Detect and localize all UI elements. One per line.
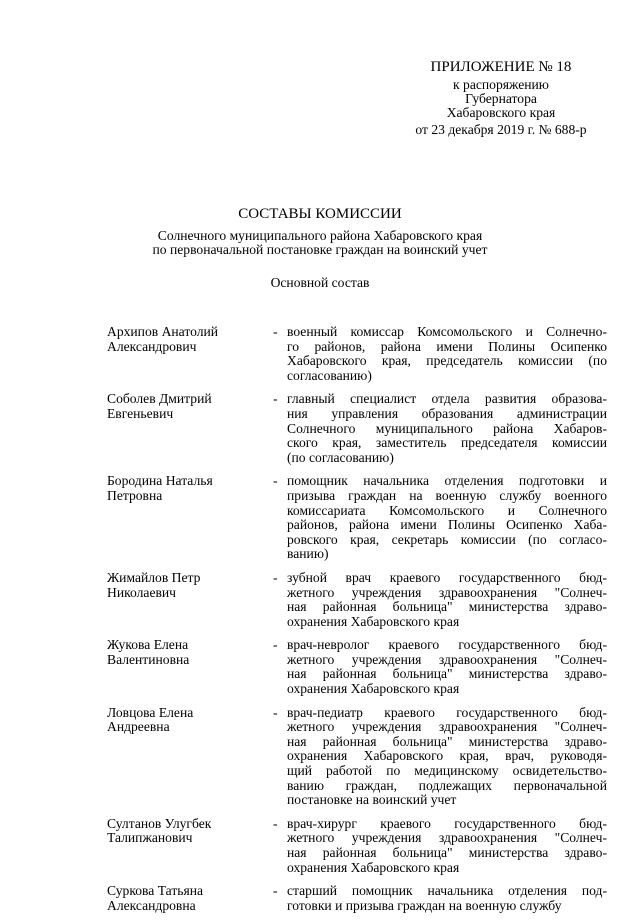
- member-name-line: Николаевич: [107, 584, 177, 600]
- document-subtitle-2: по первоначальной постановке граждан на воинский учет: [152, 242, 488, 257]
- member-dash: -: [273, 883, 278, 899]
- member-row: [107, 638, 607, 696]
- member-role: [287, 325, 607, 383]
- member-role-line: охранения Хабаровского края: [287, 859, 460, 875]
- member-role-line: помощник начальника отделения подготовки и: [287, 473, 607, 489]
- member-name-line: Соболев Дмитрий: [107, 391, 212, 407]
- member-role: [287, 817, 607, 875]
- appendix-line-1: к распоряжению: [453, 77, 549, 92]
- member-row: [107, 706, 607, 808]
- member-row: [107, 817, 607, 875]
- member-role-line: ского края, заместитель председателя комиссии: [287, 435, 607, 451]
- member-role-line: готовки и призыва граждан на военную службу: [287, 897, 562, 913]
- member-role-line: призыва граждан на военную службу военного: [287, 487, 607, 503]
- member-role-line: ная районная больница" министерства здраво-: [287, 599, 607, 615]
- member-name: [107, 884, 273, 913]
- member-name-line: Александрович: [107, 338, 197, 354]
- member-role-line: постановке на воинский учет: [287, 792, 457, 808]
- member-name-line: Валентиновна: [107, 651, 190, 667]
- member-role-line: жетного учреждения здравоохранения "Солнеч-: [287, 651, 607, 667]
- member-name: [107, 571, 273, 629]
- member-role-line: врач-педиатр краевого государственного бюд-: [287, 704, 607, 720]
- member-name-line: Бородина Наталья: [107, 473, 213, 489]
- member-list: [107, 325, 607, 922]
- appendix-block: [378, 58, 624, 137]
- member-dash: -: [273, 815, 278, 831]
- member-role-line: ния управления образования администрации: [287, 405, 607, 421]
- member-role-line: ванию граждан, подлежащих первоначальной: [287, 777, 607, 793]
- appendix-line-3: Хабаровского края: [446, 105, 556, 120]
- member-name: [107, 638, 273, 696]
- member-name-line: Петровна: [107, 487, 163, 503]
- member-role: [287, 474, 607, 562]
- member-name-line: Жукова Елена: [107, 637, 189, 653]
- member-name: [107, 392, 273, 465]
- member-name-line: Талипжанович: [107, 830, 193, 846]
- section-title: Основной состав: [270, 275, 370, 290]
- member-role-line: охранения Хабаровского края: [287, 681, 460, 697]
- member-role-line: го районов, района имени Полины Осипенко: [287, 338, 607, 354]
- member-dash: -: [273, 637, 278, 653]
- member-row: [107, 571, 607, 629]
- member-role-line: районов, района имени Полины Осипенко Хаба-: [287, 517, 607, 533]
- member-role-line: ная районная больница" министерства здраво-: [287, 666, 607, 682]
- member-name-line: Архипов Анатолий: [107, 324, 219, 339]
- member-role-line: жетного учреждения здравоохранения "Солнеч-: [287, 719, 607, 735]
- member-role-line: врач-хирург краевого государственного бюд-: [287, 815, 607, 831]
- appendix-line-2: Губернатора: [465, 91, 537, 106]
- member-dash: -: [273, 391, 278, 407]
- member-role-line: комиссариата Комсомольского и Солнечного: [287, 502, 607, 518]
- member-row: [107, 392, 607, 465]
- appendix-number: ПРИЛОЖЕНИЕ № 18: [430, 59, 572, 75]
- member-dash: -: [273, 569, 278, 585]
- member-role: [287, 884, 607, 913]
- member-name: [107, 706, 273, 808]
- member-dash: -: [273, 704, 278, 720]
- member-role-line: щий работой по медицинскому освидетельство-: [287, 763, 607, 779]
- member-role-line: ровского края, секретарь комиссии (по согласо-: [287, 531, 607, 547]
- member-role-line: жетного учреждения здравоохранения "Солнеч-: [287, 584, 607, 600]
- member-name-line: Евгеньевич: [107, 405, 174, 421]
- member-name-line: Андреевна: [107, 719, 170, 735]
- member-role: [287, 638, 607, 696]
- document-subtitle-1: Солнечного муниципального района Хабаровского края: [157, 228, 483, 243]
- document-title: СОСТАВЫ КОМИССИИ: [238, 206, 402, 222]
- member-role-line: ванию): [287, 546, 329, 562]
- member-role-line: жетного учреждения здравоохранения "Солнеч-: [287, 830, 607, 846]
- member-name-line: Ловцова Елена: [107, 704, 194, 720]
- member-role-line: Хабаровского края, председатель комиссии (по: [287, 353, 607, 369]
- member-dash: -: [273, 324, 278, 339]
- member-name-line: Суркова Татьяна: [107, 883, 204, 899]
- appendix-date: от 23 декабря 2019 г. № 688-р: [415, 122, 587, 137]
- member-row: [107, 474, 607, 562]
- member-role-line: зубной врач краевого государственного бюд-: [287, 569, 607, 585]
- member-name: [107, 474, 273, 562]
- member-role-line: (по согласованию): [287, 449, 394, 465]
- heading-block: [0, 205, 640, 291]
- member-role-line: ная районная больница" министерства здраво-: [287, 733, 607, 749]
- member-name: [107, 325, 273, 383]
- member-role: [287, 706, 607, 808]
- member-role-line: главный специалист отдела развития образова-: [287, 391, 607, 407]
- member-row: [107, 884, 607, 913]
- member-role-line: врач-невролог краевого государственного бюд-: [287, 637, 607, 653]
- member-role-line: охранения Хабаровского края, врач, руководя-: [287, 748, 607, 764]
- member-role-line: согласованию): [287, 367, 372, 383]
- member-role-line: старший помощник начальника отделения под-: [287, 883, 607, 899]
- member-role-line: военный комиссар Комсомольского и Солнечно-: [287, 324, 607, 339]
- member-role: [287, 571, 607, 629]
- member-role-line: ная районная больница" министерства здраво-: [287, 845, 607, 860]
- member-name-line: Султанов Улугбек: [107, 815, 212, 831]
- member-name: [107, 817, 273, 875]
- member-role-line: Солнечного муниципального района Хабаров-: [287, 420, 607, 436]
- member-name-line: Жимайлов Петр: [107, 569, 201, 585]
- member-role: [287, 392, 607, 465]
- member-role-line: охранения Хабаровского края: [287, 613, 460, 629]
- member-dash: -: [273, 473, 278, 489]
- member-name-line: Александровна: [107, 897, 196, 913]
- member-row: [107, 325, 607, 383]
